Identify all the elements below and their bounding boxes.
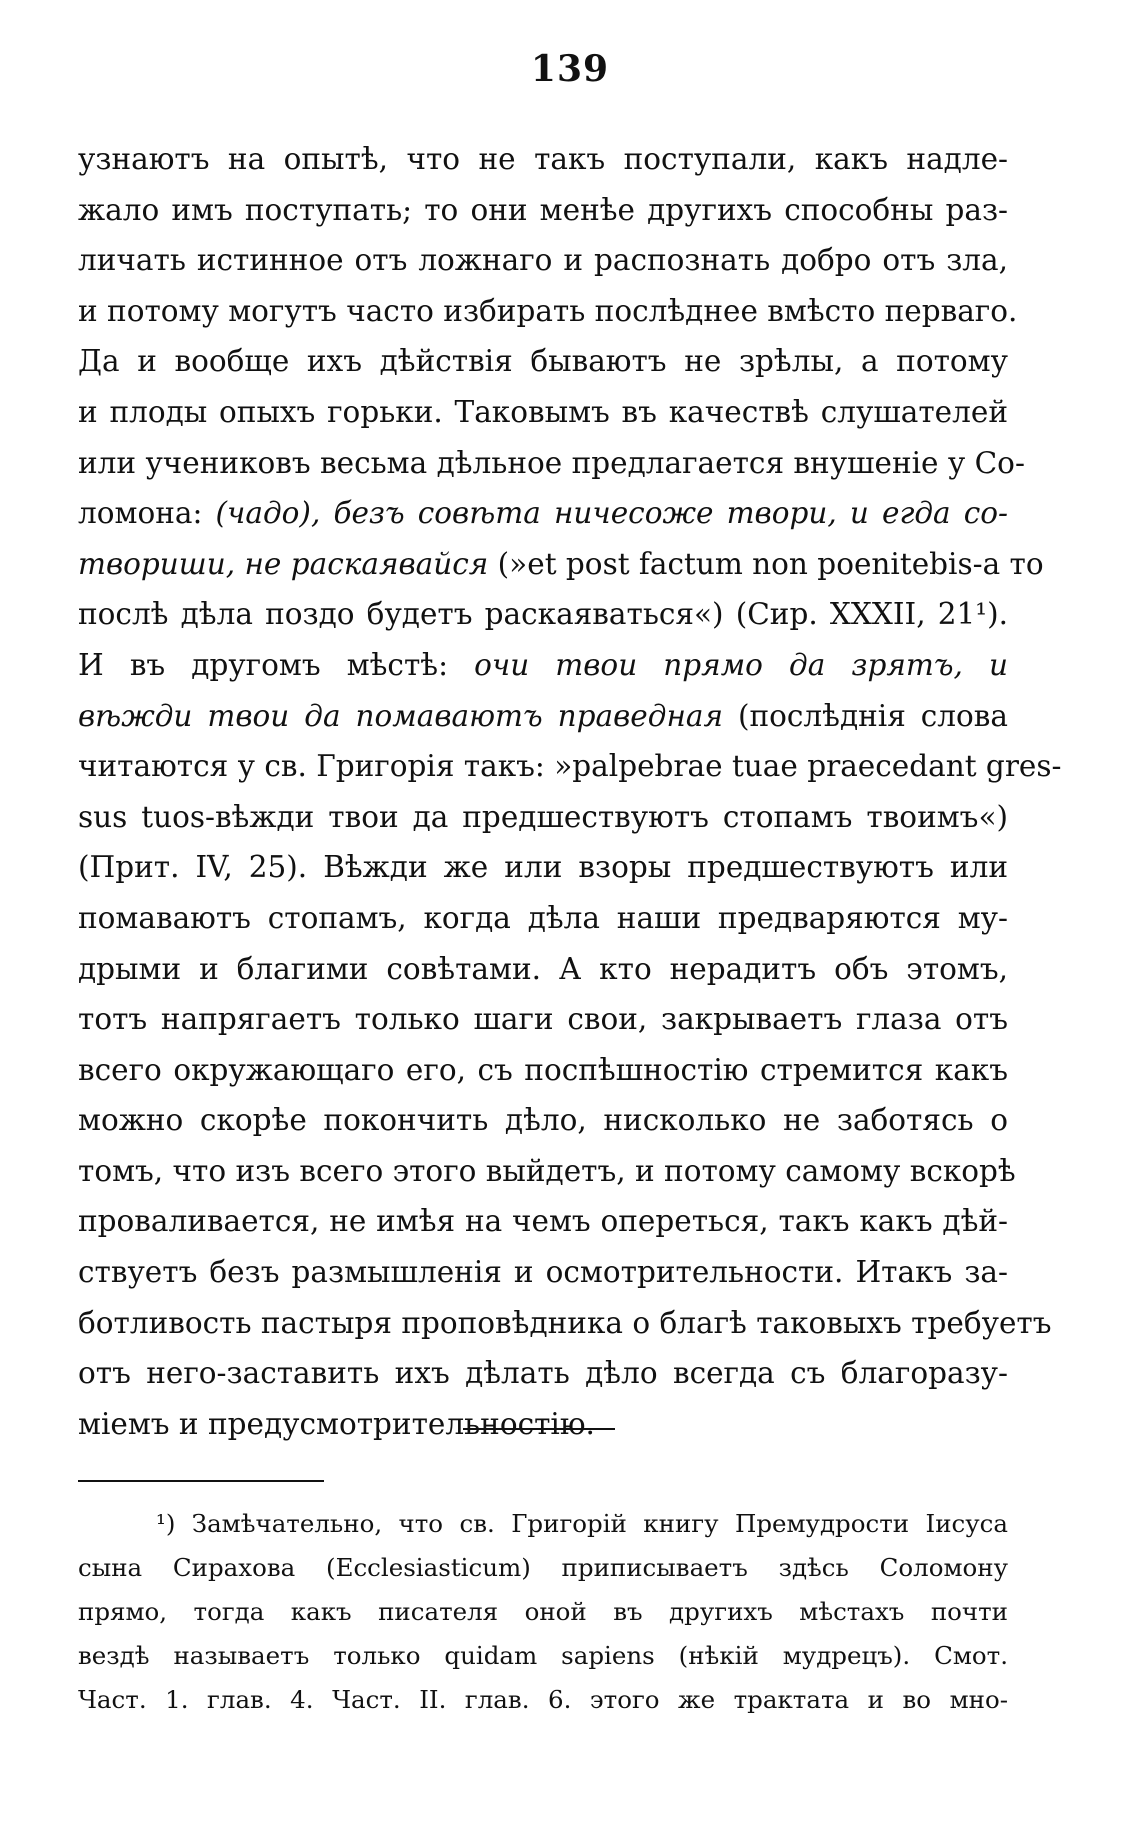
text-segment: (послѣднія слова <box>723 698 1009 733</box>
text-line <box>78 134 1008 185</box>
text-line <box>78 438 1025 489</box>
text-segment: (Прит. IV, 25). Вѣжди же или взоры предшествуютъ или <box>78 850 1008 885</box>
text-segment: томъ, что изъ всего этого выйдетъ, и потому самому вскорѣ <box>78 1153 1016 1188</box>
footnote-line: ¹) Замѣчательно, что св. Григорій книгу Премудрости Іисуса <box>156 1509 1008 1538</box>
text-line <box>78 336 1008 387</box>
text-line <box>78 286 1018 337</box>
text-line <box>78 387 1008 438</box>
text-line <box>78 235 1008 286</box>
text-line <box>78 488 1008 539</box>
text-line <box>78 185 1008 236</box>
text-segment: ломона: <box>78 496 216 531</box>
text-segment: читаются у св. Григорія такъ: »palpebrae tuae praecedant gres- <box>78 749 1062 784</box>
footnote-rule <box>78 1480 324 1482</box>
text-segment: или учениковъ весьма дѣльное предлагается внушеніе у Со- <box>78 445 1025 480</box>
italic-quote: очи твои прямо да зрятъ, и <box>474 647 1008 682</box>
footnote-line: прямо, тогда какъ писателя оной въ другихъ мѣстахъ почти <box>78 1597 1008 1626</box>
text-segment: узнаютъ на опытѣ, что не такъ поступали, какъ надле- <box>78 142 1008 176</box>
text-line <box>78 1045 1008 1096</box>
text-line <box>78 1247 1008 1298</box>
footnotes <box>78 1502 1008 1722</box>
text-line <box>78 1348 1008 1399</box>
text-segment: можно скорѣе покончить дѣло, нисколько не заботясь о <box>78 1103 1008 1138</box>
text-line <box>78 539 1044 590</box>
text-segment: (»et post factum non poenitebis-а то <box>488 546 1044 581</box>
text-segment: помаваютъ стопамъ, когда дѣла наши предваряются му- <box>78 900 1008 935</box>
text-segment: міемъ и предусмотрительностію. <box>78 1406 595 1441</box>
text-line <box>78 994 1008 1045</box>
text-line <box>78 842 1008 893</box>
text-line <box>78 691 1008 742</box>
italic-quote: (чадо), безъ совѣта ничесоже твори, и егда со- <box>215 496 1009 531</box>
text-segment: личать истинное отъ ложнаго и распознать добро отъ зла, <box>78 243 1008 278</box>
text-line <box>78 893 1008 944</box>
italic-quote: вѣжди твои да помаваютъ праведная <box>78 698 723 733</box>
text-line <box>78 1095 1008 1146</box>
text-segment: тотъ напрягаетъ только шаги свои, закрываетъ глаза отъ <box>78 1002 1008 1037</box>
text-line <box>78 1146 1016 1197</box>
text-segment: жало имъ поступать; то они менѣе другихъ способны раз- <box>78 192 1008 227</box>
italic-quote: твориши, не раскаявайся <box>78 546 489 581</box>
text-segment: ботливость пастыря проповѣдника о благѣ таковыхъ требуетъ <box>78 1305 1052 1340</box>
text-segment: отъ него-заставить ихъ дѣлать дѣло всегда съ благоразу- <box>78 1356 1008 1391</box>
text-segment: sus tuos-вѣжди твои да предшествуютъ стопамъ твоимъ«) <box>78 799 1008 834</box>
text-line <box>78 589 1008 640</box>
text-line <box>78 640 1008 691</box>
text-segment: И въ другомъ мѣстѣ: <box>78 647 475 682</box>
page-number: 139 <box>530 48 610 90</box>
section-separator <box>463 1428 615 1430</box>
text-line <box>78 1298 1052 1349</box>
text-segment: и плоды опыхъ горьки. Таковымъ въ качествѣ слушателей <box>78 394 1008 429</box>
text-segment: проваливается, не имѣя на чемъ опереться, такъ какъ дѣй- <box>78 1204 1008 1239</box>
text-segment: ствуетъ безъ размышленія и осмотрительности. Итакъ за- <box>78 1255 1008 1290</box>
footnote-line: Част. 1. глав. 4. Част. II. глав. 6. этого же трактата и во мно- <box>78 1685 1008 1714</box>
text-line <box>78 792 1008 843</box>
text-line <box>78 1399 1008 1450</box>
text-segment: дрыми и благими совѣтами. А кто нерадитъ объ этомъ, <box>78 951 1008 986</box>
text-line <box>78 1196 1008 1247</box>
text-segment: послѣ дѣла поздо будетъ раскаяваться«) (Сир. XXXII, 21¹). <box>78 597 1008 632</box>
footnote-line: сына Сирахова (Ecclesiasticum) приписываетъ здѣсь Соломону <box>78 1553 1008 1582</box>
text-segment: Да и вообще ихъ дѣйствія бываютъ не зрѣлы, а потому <box>78 344 1008 379</box>
main-text <box>78 134 1062 1449</box>
footnote-line: вездѣ называетъ только quidam sapiens (нѣкій мудрецъ). Смот. <box>78 1641 1008 1670</box>
text-line <box>78 741 1062 792</box>
text-line <box>78 944 1008 995</box>
text-segment: и потому могутъ часто избирать послѣднее вмѣсто перваго. <box>78 293 1018 328</box>
text-segment: всего окружающаго его, съ поспѣшностію стремится какъ <box>78 1052 1008 1087</box>
